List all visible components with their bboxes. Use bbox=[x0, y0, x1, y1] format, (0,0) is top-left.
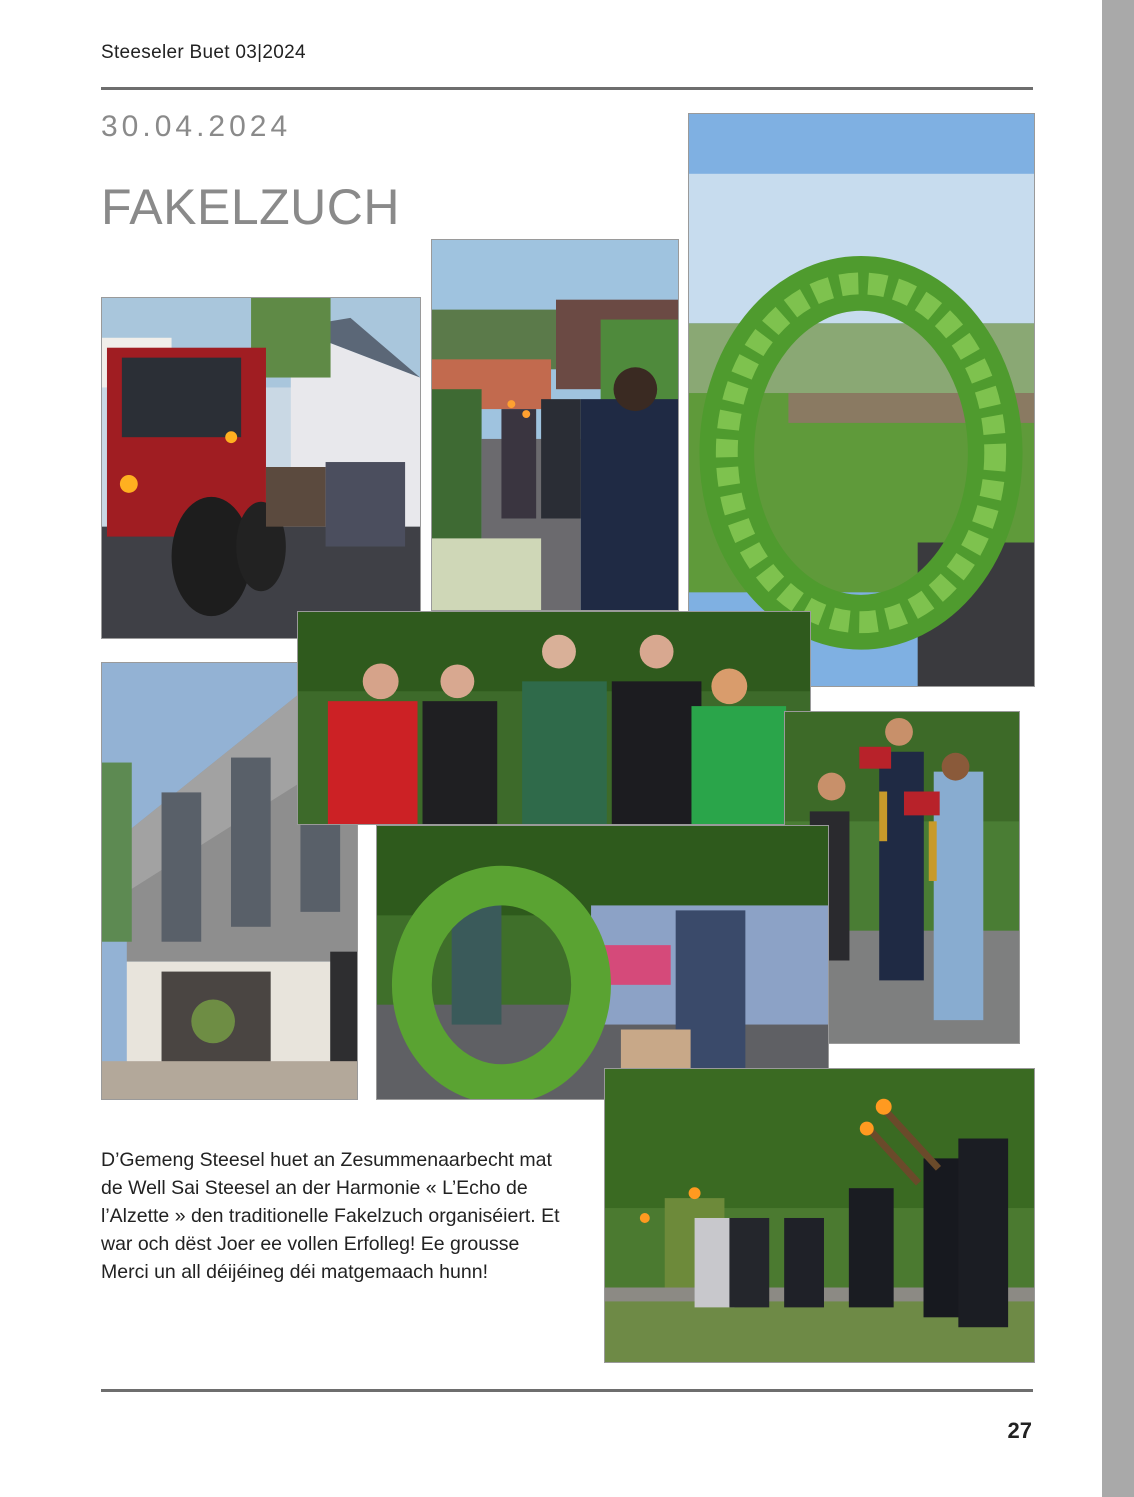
bottom-rule bbox=[101, 1389, 1033, 1392]
photo-firefighters bbox=[604, 1068, 1035, 1363]
article-body: D’Gemeng Steesel huet an Zesummenaarbecht mat de Well Sai Steesel an der Harmonie « L’Echo de l’Alzette » den traditionelle Fakelzuch organiséiert. Et war och dëst Joer ee vollen Erfolleg! Ee grousse Merci un all déijéineg déi matgemaach hunn! bbox=[101, 1149, 560, 1283]
article-date: 30.04.2024 bbox=[101, 110, 292, 143]
photo-children-wreath bbox=[376, 825, 829, 1100]
photo-tractor bbox=[101, 297, 421, 639]
publication-title: Steeseler Buet 03|2024 bbox=[101, 42, 306, 63]
top-rule bbox=[101, 87, 1033, 90]
photo-group bbox=[297, 611, 811, 825]
photo-street-procession bbox=[431, 239, 679, 611]
page-number: 27 bbox=[1007, 1418, 1032, 1443]
side-tab bbox=[1102, 0, 1134, 1497]
photo-wreath-landscape bbox=[688, 113, 1035, 687]
article-title: FAKELZUCH bbox=[101, 179, 401, 235]
